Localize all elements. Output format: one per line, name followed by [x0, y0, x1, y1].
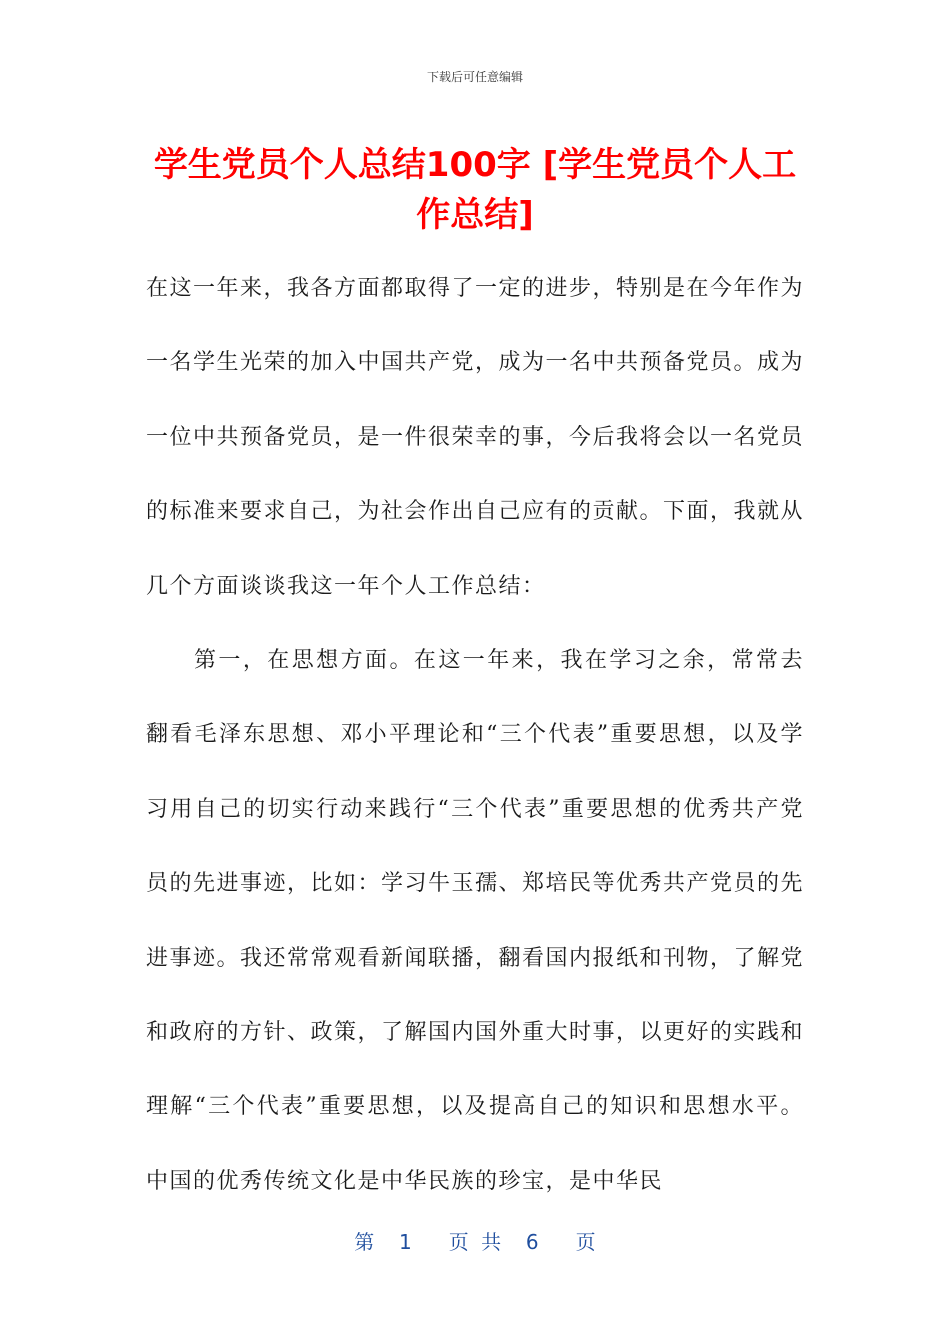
document-title: 学生党员个人总结100字 [学生党员个人工作总结]	[153, 145, 797, 235]
paragraph-thought: 第一，在思想方面。在这一年来，我在学习之余，常常去翻看毛泽东思想、邓小平理论和“三个代表”重要思想，以及学习用自己的切实行动来践行“三个代表”重要思想的优秀共产党员的先进事迹，比如：学习牛玉孺、郑培民等优秀共产党员的先进事迹。我还常常观看新闻联播，翻看国内报纸和刊物，了解党和政府的方针、政策，了解国内国外重大时事，以更好的实践和理解“三个代表”重要思想，以及提高自己的知识和思想水平。中国的优秀传统文化是中华民族的珍宝，是中华民	[146, 648, 805, 1194]
paragraph-intro: 在这一年来，我各方面都取得了一定的进步，特别是在今年作为一名学生光荣的加入中国共产党，成为一名中共预备党员。成为一位中共预备党员，是一件很荣幸的事，今后我将会以一名党员的标准来要求自己，为社会作出自己应有的贡献。下面，我就从几个方面谈谈我这一年个人工作总结：	[146, 276, 805, 599]
header-note: 下载后可任意编辑	[426, 70, 523, 84]
document-body	[146, 252, 804, 1219]
page-number-footer: 第 1 页 共 6 页	[354, 1230, 596, 1254]
